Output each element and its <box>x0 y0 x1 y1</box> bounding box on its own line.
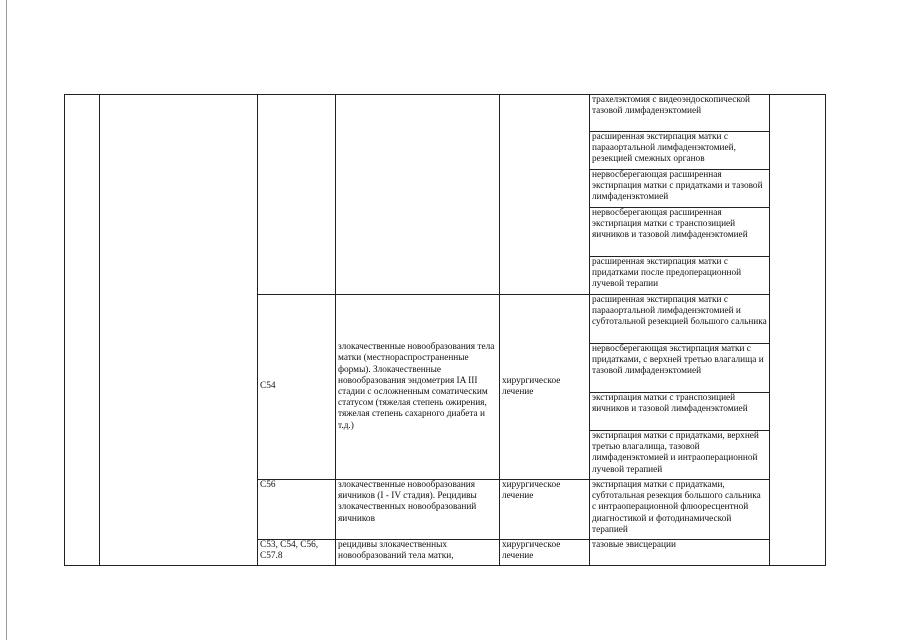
cell-method: расширенная экстирпация матки с парааортальной лимфаденэктомией и субтотальной резекцией большого сальника <box>590 295 770 344</box>
cell-group-name <box>100 95 258 566</box>
cell-treatment <box>500 95 590 295</box>
cell-diagnosis: рецидивы злокачественных новообразований тела матки, <box>336 540 500 566</box>
cell-treatment: хирургическое лечение <box>500 540 590 566</box>
cell-diagnosis <box>336 95 500 295</box>
cell-method: трахелэктомия с видеоэндоскопической тазовой лимфаденэктомией <box>590 95 770 132</box>
cell-treatment: хирургическое лечение <box>500 295 590 480</box>
cell-method: нервосберегающая экстирпация матки с придатками, с верхней третью влагалища и тазовой лимфаденэктомией <box>590 344 770 393</box>
cell-code: C54 <box>258 295 336 480</box>
cell-diagnosis: злокачественные новообразования яичников (I - IV стадия). Рецидивы злокачественных новообразований яичников <box>336 480 500 540</box>
cell-diagnosis: злокачественные новообразования тела матки (местнораспространенные формы). Злокачественные новообразования эндометрия IA III стадии с осложненным соматическим статусом (тяжелая степень ожирения, тяжелая степень сахарного диабета и т.д.) <box>336 295 500 480</box>
cell-method: экстирпация матки с транспозицией яичников и тазовой лимфаденэктомией <box>590 393 770 431</box>
cell-method: расширенная экстирпация матки с придатками после предоперационной лучевой терапии <box>590 257 770 295</box>
procedures-table <box>64 94 826 566</box>
cell-code: C56 <box>258 480 336 540</box>
page-margin-line <box>6 0 7 640</box>
cell-method: тазовые эвисцерации <box>590 540 770 566</box>
cell-method: нервосберегающая расширенная экстирпация матки с транспозицией яичников и тазовой лимфаденэктомией <box>590 208 770 257</box>
cell-method: экстирпация матки с придатками, субтотальная резекция большого сальника с интраоперационной флюоресцентной диагностикой и фотодинамической терапией <box>590 480 770 540</box>
cell-norm <box>770 95 826 566</box>
table-row <box>65 95 826 132</box>
cell-number <box>65 95 100 566</box>
cell-method: расширенная экстирпация матки с парааортальной лимфаденэктомией, резекцией смежных органов <box>590 132 770 170</box>
cell-method: экстирпация матки с придатками, верхней третью влагалища, тазовой лимфаденэктомией и интраоперационной лучевой терапией <box>590 431 770 480</box>
cell-code: C53, C54, C56, C57.8 <box>258 540 336 566</box>
cell-method: нервосберегающая расширенная экстирпация матки с придатками и тазовой лимфаденэктомией <box>590 170 770 208</box>
cell-treatment: хирургическое лечение <box>500 480 590 540</box>
cell-code <box>258 95 336 295</box>
